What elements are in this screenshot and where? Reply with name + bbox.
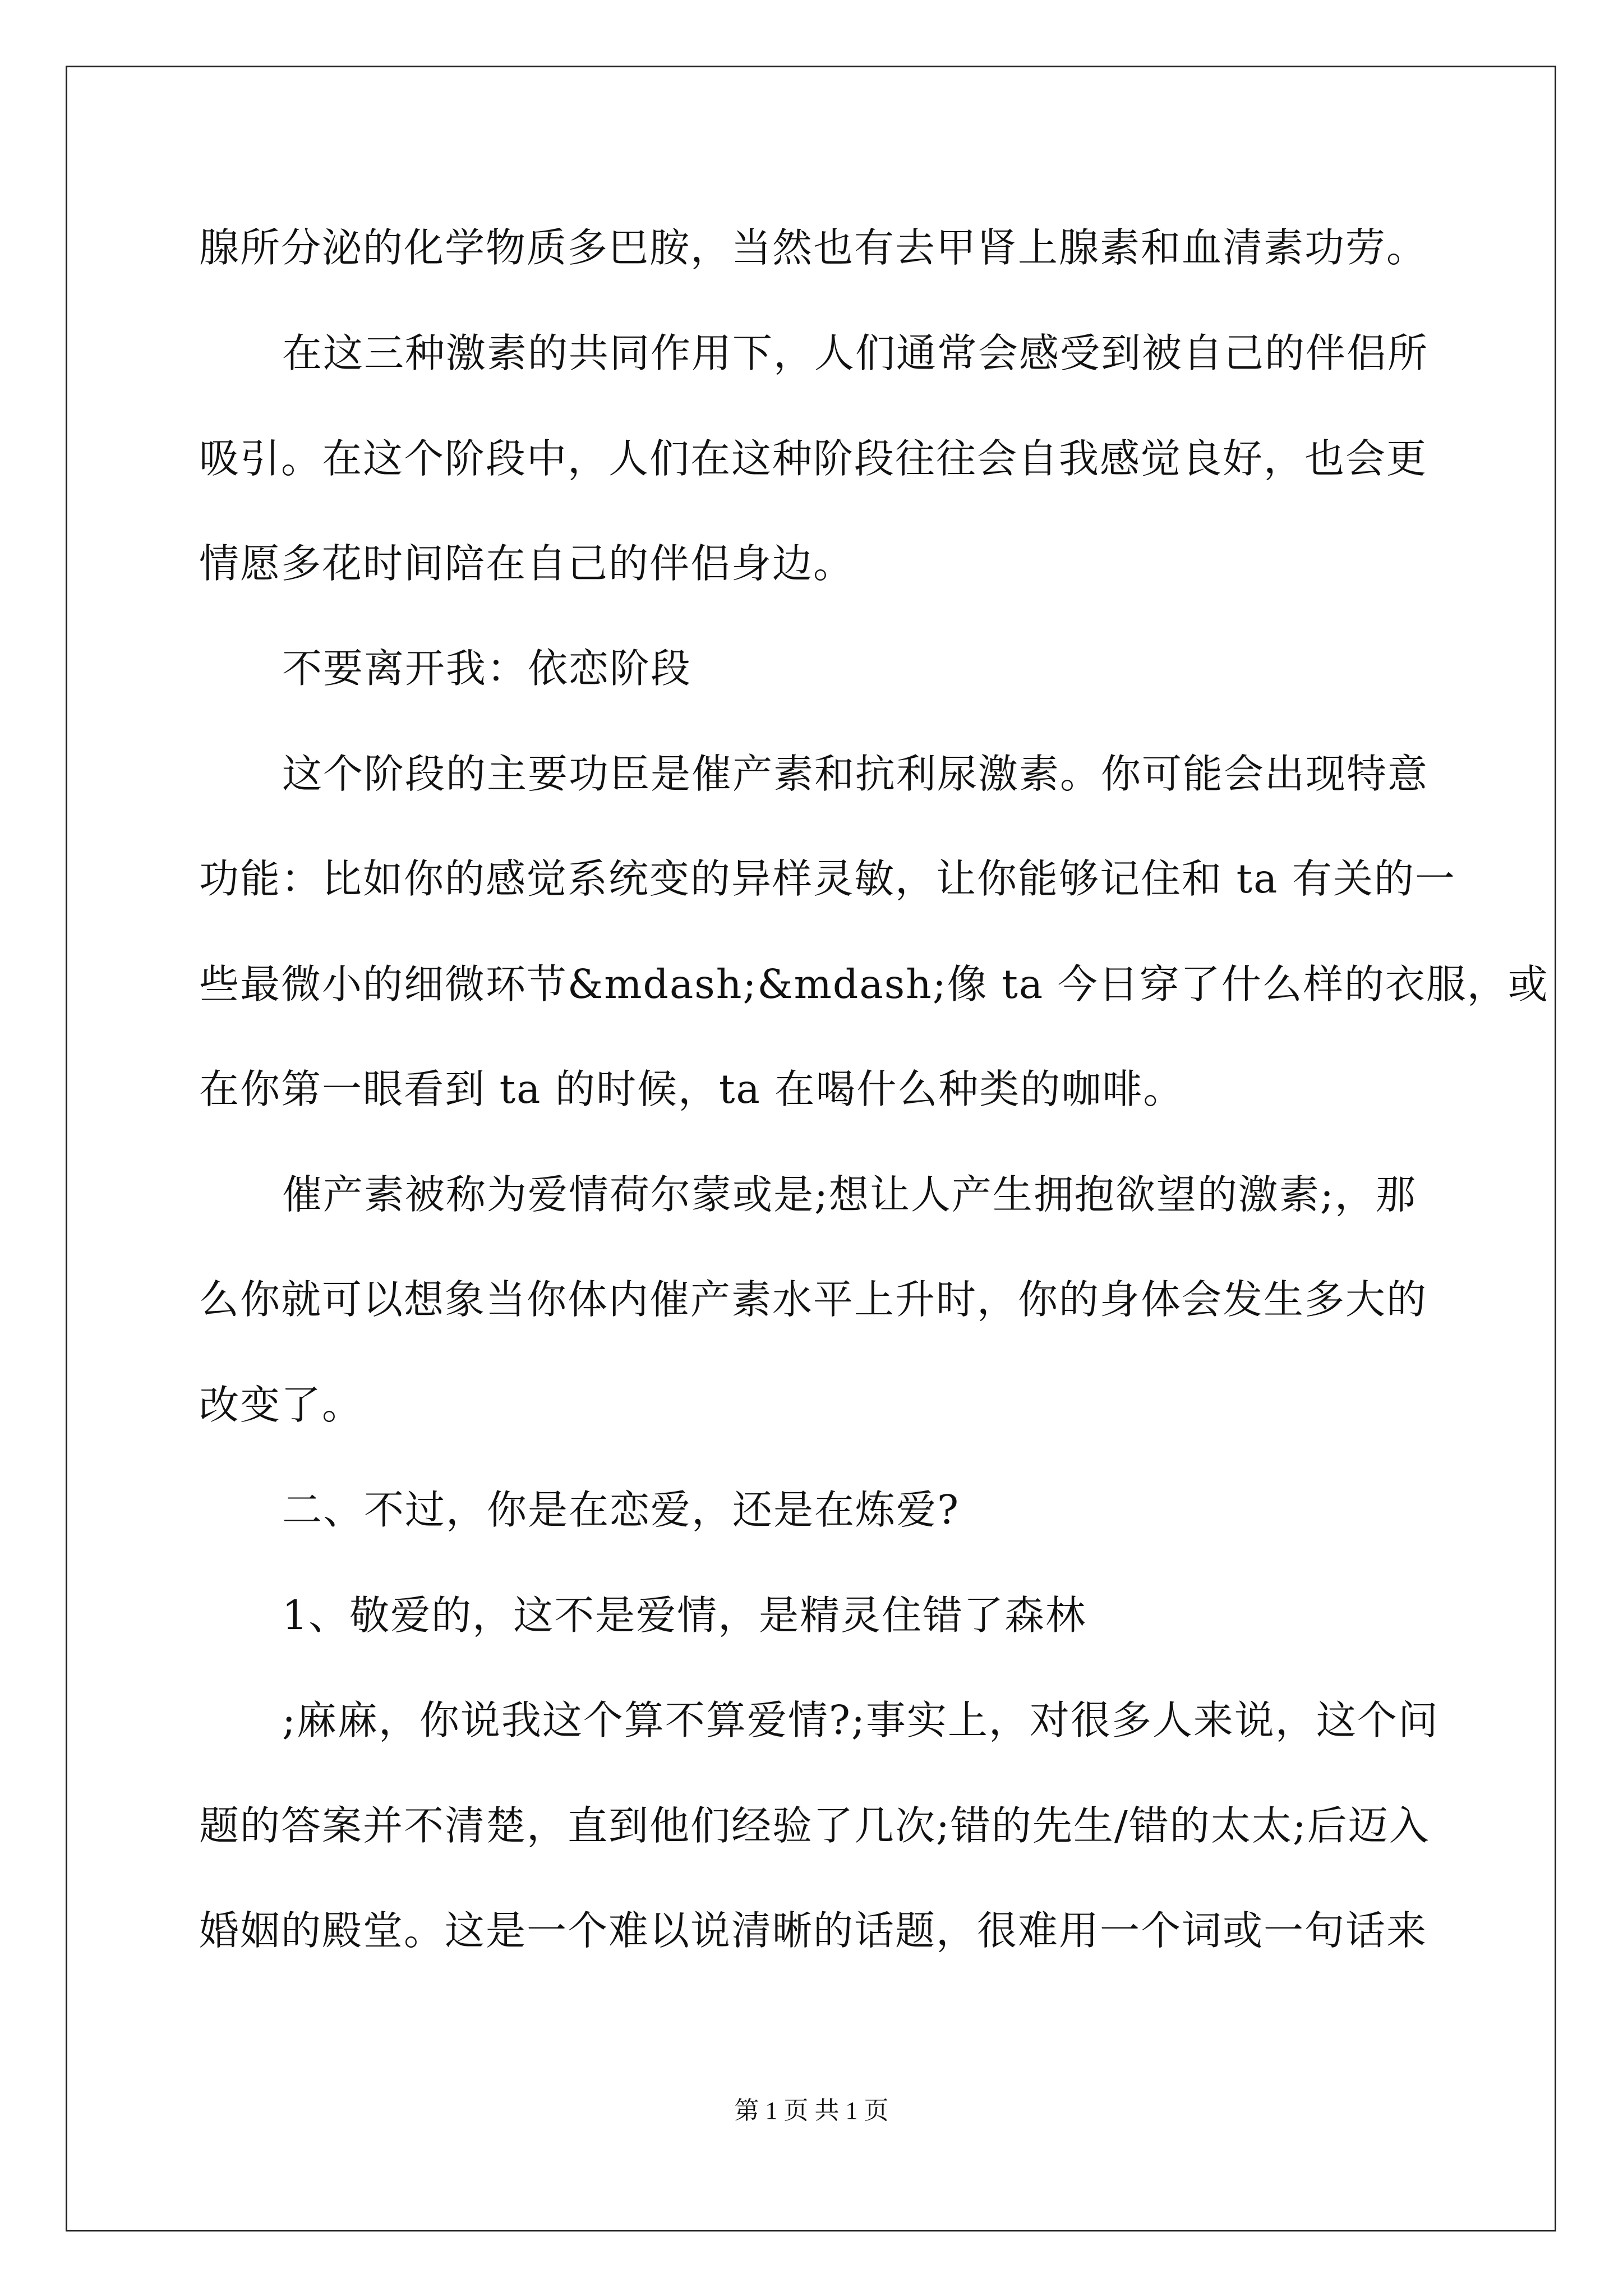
subheading-one: 1、敬爱的，这不是爱情，是精灵住错了森林: [282, 1592, 1087, 1639]
text-line-8: 些最微小的细微环节&mdash;&mdash;像 ta 今日穿了什么样的衣服，或: [199, 961, 1549, 1007]
text-line-17: 婚姻的殿堂。这是一个难以说清晰的话题，很难用一个词或一句话来: [199, 1907, 1428, 1954]
text-line-12: 改变了。: [199, 1382, 363, 1428]
text-line-4: 情愿多花时间陪在自己的伴侣身边。: [199, 540, 855, 587]
text-line-15: ;麻麻，你说我这个算不算爱情?;事实上，对很多人来说，这个问: [282, 1697, 1439, 1743]
text-line-2: 在这三种激素的共同作用下，人们通常会感受到被自己的伴侣所: [282, 330, 1429, 376]
text-line-1: 腺所分泌的化学物质多巴胺，当然也有去甲肾上腺素和血清素功劳。: [199, 224, 1428, 271]
text-line-7: 功能：比如你的感觉系统变的异样灵敏，让你能够记住和 ta 有关的一: [199, 855, 1456, 902]
text-line-16: 题的答案并不清楚，直到他们经验了几次;错的先生/错的太太;后迈入: [199, 1802, 1430, 1849]
text-line-11: 么你就可以想象当你体内催产素水平上升时，你的身体会发生多大的: [199, 1276, 1428, 1323]
text-line-6: 这个阶段的主要功臣是催产素和抗利尿激素。你可能会出现特意: [282, 751, 1429, 797]
text-line-3: 吸引。在这个阶段中，人们在这种阶段往往会自我感觉良好，也会更: [199, 435, 1428, 482]
text-line-10: 催产素被称为爱情荷尔蒙或是;想让人产生拥抱欲望的激素;，那: [282, 1171, 1417, 1218]
text-line-9: 在你第一眼看到 ta 的时候，ta 在喝什么种类的咖啡。: [199, 1066, 1184, 1112]
page-footer: 第 1 页 共 1 页: [734, 2097, 889, 2124]
section-heading-two: 二、不过，你是在恋爱，还是在炼爱?: [282, 1487, 960, 1533]
section-heading-attachment: 不要离开我：依恋阶段: [282, 645, 692, 692]
